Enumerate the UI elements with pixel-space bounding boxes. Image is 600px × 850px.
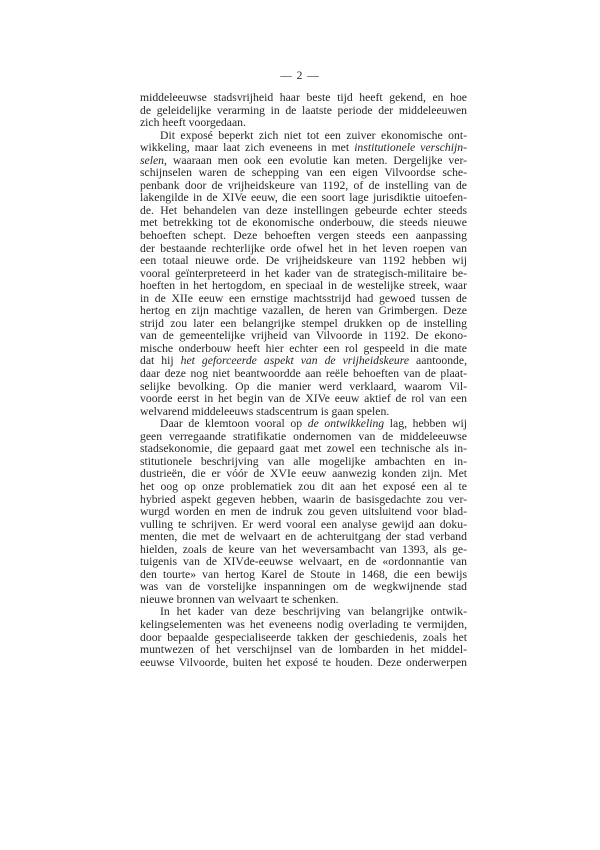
text-line: door bepaalde gespecialiseerde takken der geschiedenis, zoals het <box>140 630 467 644</box>
text-line: wikkeling, maar laat zich eveneens in met institutionele verschijn- <box>140 141 468 155</box>
text-line: kelingselementen was het eveneens nodig overlading te vermijden, <box>140 617 467 631</box>
text-line: menten, die met de welvaart en de achteruitgang der stad verband <box>140 530 467 544</box>
text-line: dat hij het geforceerde aspekt van de vrijheidskeure aantoonde, <box>140 354 467 368</box>
text-line: nieuwe bronnen van welvaart te schenken. <box>140 592 339 606</box>
text-line: den tourte» van hertog Karel de Stoute in 1468, die een bewijs <box>140 567 467 581</box>
text-line: de geleidelijke verarming in de laatste periode der middeleeuwen <box>140 103 467 117</box>
text-line: hielden, zoals de keure van het weversambacht van 1393, als ge- <box>140 542 467 556</box>
text-line: hertog en zijn machtige vazallen, de heren van Grimbergen. Deze <box>140 304 467 318</box>
text-line: hybried aspekt gegeven hebben, waarin de basisgedachte zou ver- <box>140 492 467 506</box>
text-line: in de XIIe eeuw een ernstige machtsstrijd had gewoed tussen de <box>140 291 467 305</box>
paragraph-1 <box>140 92 467 130</box>
body-text <box>140 92 467 669</box>
text-line: penbank door de vrijheidskeure van 1192, of de instelling van de <box>140 178 467 192</box>
text-line: selen, waaraan men ook een evolutie kan meten. Dergelijke ver- <box>140 153 467 167</box>
text-line: met betrekking tot de ekonomische onderbouw, die steeds nieuwe <box>140 216 467 230</box>
text-line: Dit exposé beperkt zich niet tot een zuiver ekonomische ont- <box>160 128 467 142</box>
text-line: welvarend middeleeuws stadscentrum is gaan spelen. <box>140 404 390 418</box>
text-line: muntwezen of het verschijnsel van de lombarden in het middel- <box>140 643 467 657</box>
text-line: mische onderbouw heeft hier echter een rol gespeeld in die mate <box>140 341 467 355</box>
text-line: voorde eerst in het begin van de XIVe eeuw aktief de rol van een <box>140 392 467 406</box>
text-line: vooral geïnterpreteerd in het kader van de strategisch-militaire be- <box>140 266 467 280</box>
text-line: van de gemeentelijke vrijheid van Vilvoorde in 1192. De ekono- <box>140 329 467 343</box>
text-line: was van de vorstelijke inspanningen om de wegkwijnende stad <box>140 580 467 594</box>
text-line: In het kader van deze beschrijving van belangrijke ontwik- <box>160 605 467 619</box>
page-number: — 2 — <box>280 70 320 82</box>
paragraph-2 <box>140 130 467 419</box>
text-line: behoeften schept. Deze behoeften vergen steeds een aanpassing <box>140 229 467 243</box>
text-line: vulling te schrijven. Er werd vooral een analyse gewijd aan doku- <box>140 517 467 531</box>
text-line: strijd zou later een belangrijke stempel drukken op de instelling <box>140 316 467 330</box>
text-line: het oog op onze problematiek zou dit aan het exposé een al te <box>140 479 467 493</box>
text-line: selijke bevolking. Op die manier werd verklaard, waarom Vil- <box>140 379 467 393</box>
italic-phrase: institutionele verschijn- <box>354 141 468 155</box>
text-line: dustrieën, die er vóór de XVIe eeuw aanwezig konden zijn. Met <box>140 467 467 481</box>
text-line: hoeften in het hertogdom, en speciaal in de westelijke streek, waar <box>140 279 467 293</box>
text-line: daar deze nog niet beantwoordde aan reële behoeften van de plaat- <box>140 367 467 381</box>
text-line: der bestaande rechterlijke orde ofwel het in het leven roepen van <box>140 241 467 255</box>
text-line: wurgd worden en men de indruk zou geven uitsluitend voor blad- <box>140 505 467 519</box>
text-line: stitutionele beschrijving van alle mogelijke ambachten en in- <box>140 454 467 468</box>
text-line: een totaal nieuwe orde. De vrijheidskeure van 1192 hebben wij <box>140 254 467 268</box>
text-line: geen verregaande stratifikatie ondernomen van de middeleeuwse <box>140 429 467 443</box>
text-line: Daar de klemtoon vooral op de ontwikkeling lag, hebben wij <box>160 417 467 431</box>
text-line: eeuwse Vilvoorde, buiten het exposé te houden. Deze onderwerpen <box>140 655 467 669</box>
text-line: tuigenis van de XIVde-eeuwse welvaart, en de «ordonnantie van <box>140 555 467 569</box>
text-line: lakengilde in de XIVe eeuw, die een soort lage jurisdiktie uitoefen- <box>140 191 467 205</box>
text-line: de. Het behandelen van deze instellingen gebeurde echter steeds <box>140 203 467 217</box>
italic-phrase: selen <box>140 153 165 167</box>
text-line: schijnselen waren de schepping van een eigen Vilvoordse sche- <box>140 166 467 180</box>
paragraph-4 <box>140 606 467 669</box>
italic-phrase: het geforceerde aspekt van de vrijheidskeure <box>180 354 410 368</box>
italic-phrase: de ontwikkeling <box>307 417 385 431</box>
text-line: stadsekonomie, die gepaard gaat met zowel een technische als in- <box>140 442 467 456</box>
paragraph-3 <box>140 418 467 606</box>
text-line: middeleeuwse stadsvrijheid haar beste tijd heeft gekend, en hoe <box>140 91 467 104</box>
text-line: zich heeft voorgedaan. <box>140 116 246 130</box>
